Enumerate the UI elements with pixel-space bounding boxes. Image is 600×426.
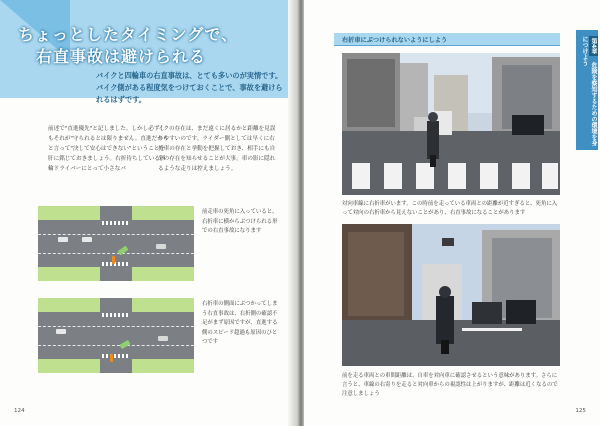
section-heading: 右折車にぶつけられないようにしよう: [342, 37, 448, 44]
road-photo-2: [342, 224, 560, 366]
road-photo-2-image: [342, 224, 560, 366]
chapter-title: 危険を察知するための環境を身につけよう: [581, 36, 597, 147]
title-line-1: ちょっとしたタイミングで、: [18, 25, 239, 44]
page-title: [18, 24, 238, 68]
page-number-right: 125: [575, 408, 586, 414]
photo-2-caption: 前を走る車両との車間距離は、自車を対向車に確認させるという意味があります。さらに言うと、車線の右寄りを走ると対向車からの視認性は上がりますが、距離は近くなるので注意しましょう: [342, 373, 558, 397]
intersection-diagram-2: [38, 298, 194, 373]
title-line-2: 右直事故は避けられる: [36, 47, 207, 66]
body-column-1: 前述で"直進優先"と記しました。しかし必ずしもそれが"守られるとは限りません。直進だからと言って"決して安心はできない"ということを肝に銘じておきましょう。右折待ちしている四輪ドライバーにとって小さなバ: [48, 126, 169, 172]
diagram-1-caption: 前走車の死角に入っていると、右折車に横からぶつけられる形での右直事故になります: [202, 209, 278, 234]
chapter-label: 第4章: [590, 38, 597, 55]
section-heading-bar: [334, 33, 560, 46]
page-number-left: 124: [14, 408, 25, 414]
road-photo-1: [342, 53, 560, 195]
chapter-side-tab: [576, 30, 598, 150]
left-page: [0, 0, 296, 426]
road-photo-1-image: [342, 53, 560, 195]
lead-paragraph: バイクと四輪車の右直事故は、とても多いのが実情です。バイク側がある程度気をつけておくことで、事故を避けられるはずです。: [96, 71, 283, 104]
photo-1-caption: 対向車線に右折車がいます。この時前を走っている車両との距離が近すぎると、死角に入って対向の右折車から見えないことがあり、右直事故になることがあります: [342, 201, 558, 216]
right-page: [304, 0, 600, 426]
intersection-diagram-1: [38, 206, 194, 281]
diagram-2-caption: 右折車の側面にぶつかってしまう右直事故は、右折側の確認不足がまず原因ですが、直進する側のスピード超過も原因のひとつです: [202, 301, 278, 345]
body-column-2: イクの存在は、まだ遠くに居るかと距離を見誤りやすいのです。ライダー側としては早くに右折車の存在と挙動を把握しておき、相手にも自分の存在を知らせることが大事。車の影に隠れるような走りは控えましょう。: [158, 126, 276, 172]
